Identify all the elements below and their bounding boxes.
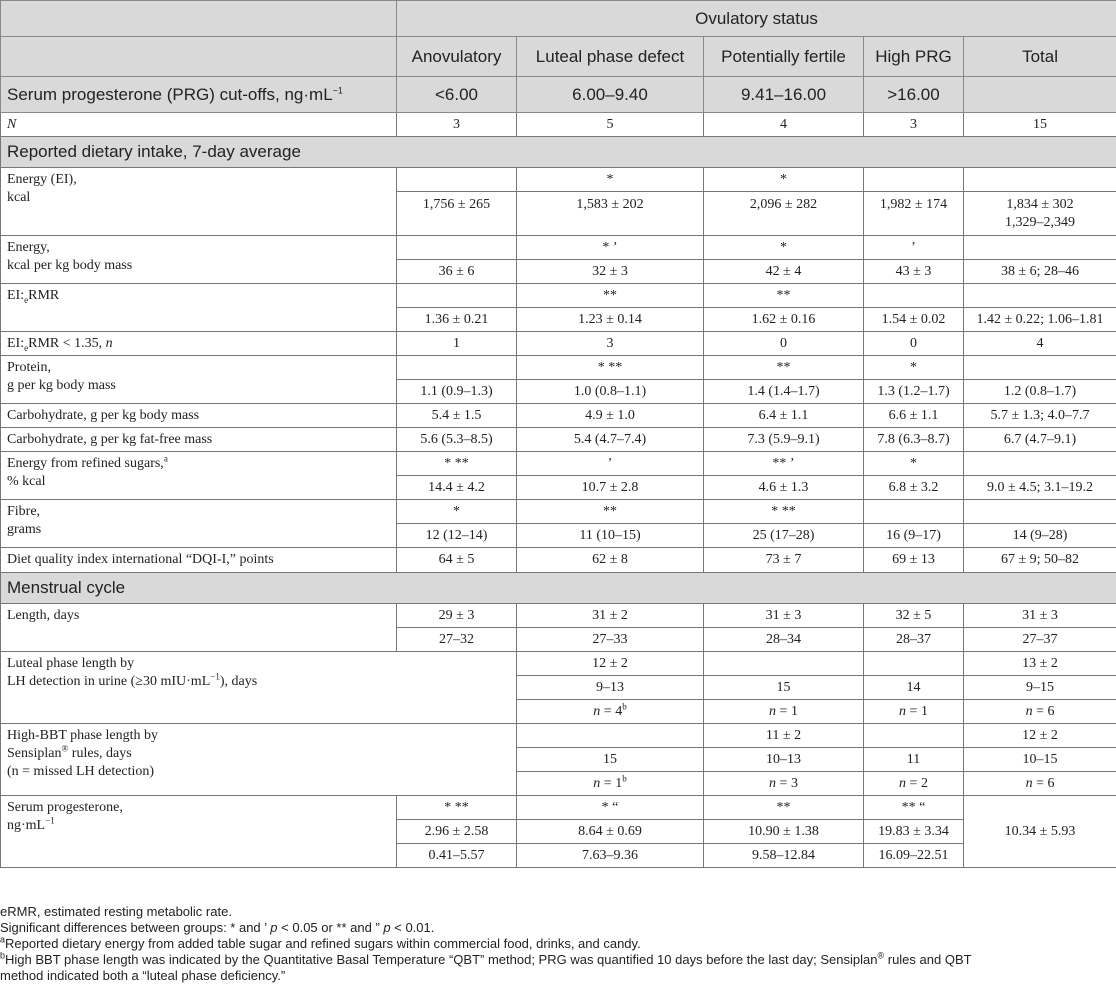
row-label-line: Energy (EI), — [7, 172, 77, 187]
range-cell: 9–15 — [964, 676, 1116, 700]
value-cell: 38 ± 6; 28–46 — [964, 260, 1116, 284]
n-cell — [517, 700, 704, 724]
registered-mark: ® — [61, 743, 69, 754]
row-label-line: Energy, — [7, 240, 50, 255]
value-cell: 11 (10–15) — [517, 524, 704, 548]
sig-marker — [864, 168, 964, 192]
n-symbol: n — [593, 703, 601, 719]
range-cell: 14 — [864, 676, 964, 700]
range-cell: 16.09–22.51 — [864, 844, 964, 868]
row-label-line: (n = missed LH detection) — [7, 764, 155, 779]
footnote-b-continued: method indicated both a “luteal phase deficiency.” — [0, 968, 286, 983]
footnote-marker: b — [0, 950, 6, 961]
sig-marker: * — [397, 500, 517, 524]
sig-marker — [397, 284, 517, 308]
sig-marker: * ’ — [517, 236, 704, 260]
value-cell: 1.62 ± 0.16 — [704, 308, 864, 332]
value-cell: 16 (9–17) — [864, 524, 964, 548]
sig-marker: ** — [517, 284, 704, 308]
value-cell: 32 ± 3 — [517, 260, 704, 284]
range-cell: 9–13 — [517, 676, 704, 700]
value-cell: 13 ± 2 — [964, 652, 1116, 676]
value-cell: 5.4 ± 1.5 — [397, 404, 517, 428]
section-header-menstrual: Menstrual cycle — [1, 573, 1116, 604]
row-label-fibre — [1, 500, 397, 548]
n-separator: = — [600, 775, 616, 791]
sig-marker — [964, 356, 1116, 380]
sig-marker: ’ — [864, 236, 964, 260]
label-n: n — [105, 335, 113, 351]
row-label-protein — [1, 356, 397, 404]
n-count: 1 — [920, 703, 928, 719]
value-cell: 12 (12–14) — [397, 524, 517, 548]
value-cell: 64 ± 5 — [397, 548, 517, 573]
sig-marker — [964, 452, 1116, 476]
cutoff-value: >16.00 — [864, 77, 964, 113]
footnote-ermr: eRMR, estimated resting metabolic rate. — [0, 904, 232, 919]
sig-marker: ** — [704, 356, 864, 380]
value-cell: 10.90 ± 1.38 — [704, 820, 864, 844]
range-cell: 28–37 — [864, 628, 964, 652]
n-symbol: n — [769, 703, 777, 719]
value-cell: 43 ± 3 — [864, 260, 964, 284]
value-cell: 7.8 (6.3–8.7) — [864, 428, 964, 452]
n-count: 6 — [1047, 775, 1055, 791]
value-cell: 5.4 (4.7–7.4) — [517, 428, 704, 452]
row-label-line: High-BBT phase length by — [7, 728, 159, 743]
note-part: Reported dietary energy from added table sugar and refined sugars within commercial food, drinks, and candy. — [5, 936, 641, 951]
range-cell: 27–33 — [517, 628, 704, 652]
row-label-line: Protein, — [7, 360, 51, 375]
label-part: Sensiplan — [7, 746, 62, 761]
row-label-line: grams — [7, 522, 42, 537]
n-cell — [964, 772, 1116, 796]
value-cell: 0 — [864, 332, 964, 356]
note-part: < 0.01. — [390, 920, 435, 935]
value-cell: 4.6 ± 1.3 — [704, 476, 864, 500]
row-label-line — [7, 455, 390, 473]
sig-marker: * — [517, 168, 704, 192]
value-cell: 11 ± 2 — [704, 724, 864, 748]
row-label-serum-progesterone — [1, 796, 397, 868]
n-cell — [704, 772, 864, 796]
row-label-line: % kcal — [7, 474, 46, 489]
sig-marker: * ** — [397, 796, 517, 820]
n-value: 15 — [964, 113, 1116, 137]
value-cell: 6.7 (4.7–9.1) — [964, 428, 1116, 452]
sig-marker — [964, 500, 1116, 524]
n-symbol: n — [593, 775, 601, 791]
value-cell: 14.4 ± 4.2 — [397, 476, 517, 500]
n-value: 5 — [517, 113, 704, 137]
sig-marker: * ** — [397, 452, 517, 476]
value-cell: 1.4 (1.4–1.7) — [704, 380, 864, 404]
group-header: Total — [964, 37, 1116, 77]
sig-marker — [397, 168, 517, 192]
value-cell: 32 ± 5 — [864, 604, 964, 628]
value-cell: 1.0 (0.8–1.1) — [517, 380, 704, 404]
value-cell: 1,756 ± 265 — [397, 192, 517, 236]
value-cell: 0 — [704, 332, 864, 356]
note-part: Significant differences between groups: * and ’ — [0, 920, 271, 935]
value-cell: 9.0 ± 4.5; 3.1–19.2 — [964, 476, 1116, 500]
value-cell: 42 ± 4 — [704, 260, 864, 284]
n-cell — [964, 700, 1116, 724]
n-separator: = — [906, 703, 921, 719]
range-cell: 27–37 — [964, 628, 1116, 652]
label-part: EI: — [7, 335, 25, 351]
row-label-line: kcal per kg body mass — [7, 258, 133, 273]
label-exponent: −1 — [45, 815, 55, 826]
row-label-line: kcal — [7, 190, 31, 205]
sig-marker: ’ — [517, 452, 704, 476]
row-label-line — [7, 745, 510, 763]
label-part: rules, days — [68, 746, 132, 761]
sig-marker — [864, 500, 964, 524]
label-part: RMR < 1.35, — [28, 335, 106, 351]
sig-marker: * ** — [517, 356, 704, 380]
row-label-line — [7, 673, 510, 691]
range-cell: 10–13 — [704, 748, 864, 772]
group-header: High PRG — [864, 37, 964, 77]
registered-mark: ® — [877, 950, 885, 961]
sig-marker: * “ — [517, 796, 704, 820]
group-header: Luteal phase defect — [517, 37, 704, 77]
row-label-carb-body-mass: Carbohydrate, g per kg body mass — [1, 404, 397, 428]
row-label-line: Serum progesterone, — [7, 800, 123, 815]
n-symbol: n — [769, 775, 777, 791]
sig-marker — [964, 168, 1116, 192]
label-exponent: −1 — [210, 671, 220, 682]
value-cell: 31 ± 2 — [517, 604, 704, 628]
value-cell: 12 ± 2 — [964, 724, 1116, 748]
value-cell: 6.4 ± 1.1 — [704, 404, 864, 428]
cutoff-value: <6.00 — [397, 77, 517, 113]
cutoff-value: 6.00–9.40 — [517, 77, 704, 113]
value-cell: 31 ± 3 — [704, 604, 864, 628]
value-cell: 5.6 (5.3–8.5) — [397, 428, 517, 452]
n-count: 2 — [920, 775, 928, 791]
row-label-line — [7, 817, 390, 835]
value-cell: 2.96 ± 2.58 — [397, 820, 517, 844]
row-label-line: Fibre, — [7, 504, 41, 519]
value-cell — [864, 724, 964, 748]
sig-marker: * — [864, 356, 964, 380]
value-cell: 1,982 ± 174 — [864, 192, 964, 236]
value-cell: 12 ± 2 — [517, 652, 704, 676]
value-cell: 73 ± 7 — [704, 548, 864, 573]
row-label-energy-per-kg — [1, 236, 397, 284]
value-cell: 6.8 ± 3.2 — [864, 476, 964, 500]
row-label-luteal-phase — [1, 652, 517, 724]
range-cell: 27–32 — [397, 628, 517, 652]
sig-marker: ** — [704, 796, 864, 820]
n-separator: = — [1032, 703, 1048, 719]
n-symbol: n — [899, 775, 907, 791]
sig-marker: * — [864, 452, 964, 476]
n-symbol: n — [1025, 703, 1033, 719]
row-label-carb-ffm: Carbohydrate, g per kg fat-free mass — [1, 428, 397, 452]
n-value: 4 — [704, 113, 864, 137]
range-cell: 11 — [864, 748, 964, 772]
footnote-marker: b — [622, 772, 627, 783]
range-cell: 9.58–12.84 — [704, 844, 864, 868]
value-cell: 1.2 (0.8–1.7) — [964, 380, 1116, 404]
row-label-line: g per kg body mass — [7, 378, 116, 393]
label-subscript: e — [24, 342, 29, 353]
value-cell: 10.7 ± 2.8 — [517, 476, 704, 500]
sig-marker: ** — [704, 284, 864, 308]
label-subscript: e — [24, 294, 29, 305]
n-value: 3 — [864, 113, 964, 137]
n-separator: = — [1032, 775, 1048, 791]
n-count: 1 — [615, 775, 623, 791]
n-label: N — [1, 113, 397, 137]
sig-marker — [397, 356, 517, 380]
sig-marker: * ** — [704, 500, 864, 524]
value-cell: 69 ± 13 — [864, 548, 964, 573]
note-part: < 0.05 or ** and ” — [277, 920, 384, 935]
cutoff-value: 9.41–16.00 — [704, 77, 864, 113]
header-blank-cell — [1, 37, 397, 77]
value-cell: 6.6 ± 1.1 — [864, 404, 964, 428]
n-value: 3 — [397, 113, 517, 137]
footnote-a — [0, 936, 1110, 952]
row-label-line: Luteal phase length by — [7, 656, 135, 671]
value-cell: 14 (9–28) — [964, 524, 1116, 548]
total-mean: 1,834 ± 302 — [1006, 197, 1074, 212]
value-cell-total: 10.34 ± 5.93 — [964, 796, 1116, 868]
row-label-high-bbt — [1, 724, 517, 796]
sig-marker — [964, 284, 1116, 308]
row-label-refined-sugars — [1, 452, 397, 500]
n-separator: = — [906, 775, 921, 791]
label-part: RMR — [28, 288, 60, 303]
value-cell — [864, 652, 964, 676]
n-symbol: n — [899, 703, 907, 719]
range-cell: 0.41–5.57 — [397, 844, 517, 868]
n-cell — [704, 700, 864, 724]
label-part: Energy from refined sugars, — [7, 456, 164, 471]
group-header: Anovulatory — [397, 37, 517, 77]
value-cell: 2,096 ± 282 — [704, 192, 864, 236]
range-cell: 7.63–9.36 — [517, 844, 704, 868]
total-range: 1,329–2,349 — [1005, 215, 1076, 230]
value-cell: 8.64 ± 0.69 — [517, 820, 704, 844]
n-cell — [517, 772, 704, 796]
sig-marker: * — [704, 168, 864, 192]
value-cell: 19.83 ± 3.34 — [864, 820, 964, 844]
value-cell: 1.23 ± 0.14 — [517, 308, 704, 332]
label-part: EI: — [7, 288, 25, 303]
value-cell — [517, 724, 704, 748]
row-label-length: Length, days — [1, 604, 397, 652]
cutoff-label — [1, 77, 397, 113]
range-cell: 28–34 — [704, 628, 864, 652]
cutoff-label-text: Serum progesterone (PRG) cut-offs, ng·mL — [7, 84, 333, 104]
value-cell — [964, 192, 1116, 236]
value-cell: 4 — [964, 332, 1116, 356]
n-symbol: n — [1025, 775, 1033, 791]
sig-marker — [397, 236, 517, 260]
value-cell: 25 (17–28) — [704, 524, 864, 548]
footnote-significance — [0, 920, 1110, 936]
value-cell — [704, 652, 864, 676]
row-label-ei-ermr — [1, 284, 397, 332]
value-cell: 62 ± 8 — [517, 548, 704, 573]
note-part: rules and QBT — [884, 952, 972, 967]
value-cell: 1.1 (0.9–1.3) — [397, 380, 517, 404]
range-cell: 15 — [704, 676, 864, 700]
range-cell: 10–15 — [964, 748, 1116, 772]
cutoff-value — [964, 77, 1116, 113]
header-blank-cell — [1, 1, 397, 37]
note-p: p — [270, 920, 278, 935]
sig-marker: ** “ — [864, 796, 964, 820]
section-header-diet: Reported dietary intake, 7-day average — [1, 137, 1116, 168]
n-separator: = — [776, 775, 791, 791]
value-cell: 1.54 ± 0.02 — [864, 308, 964, 332]
footnote-b — [0, 952, 1110, 968]
n-cell — [864, 700, 964, 724]
value-cell: 1,583 ± 202 — [517, 192, 704, 236]
sig-marker — [964, 236, 1116, 260]
sig-marker — [864, 284, 964, 308]
n-separator: = — [600, 703, 616, 719]
value-cell: 31 ± 3 — [964, 604, 1116, 628]
n-count: 4 — [615, 703, 623, 719]
value-cell: 1 — [397, 332, 517, 356]
value-cell: 29 ± 3 — [397, 604, 517, 628]
n-count: 6 — [1047, 703, 1055, 719]
value-cell: 4.9 ± 1.0 — [517, 404, 704, 428]
sig-marker: * — [704, 236, 864, 260]
group-header: Potentially fertile — [704, 37, 864, 77]
sig-marker: ** ’ — [704, 452, 864, 476]
cutoff-label-exponent: −1 — [332, 84, 343, 95]
n-count: 3 — [790, 775, 798, 791]
value-cell: 1.3 (1.2–1.7) — [864, 380, 964, 404]
footnote-marker: a — [0, 934, 6, 945]
sig-marker: ** — [517, 500, 704, 524]
value-cell: 1.42 ± 0.22; 1.06–1.81 — [964, 308, 1116, 332]
table-footnotes — [0, 904, 1110, 984]
value-cell: 36 ± 6 — [397, 260, 517, 284]
value-cell: 67 ± 9; 50–82 — [964, 548, 1116, 573]
footnote-marker: b — [622, 700, 627, 711]
footnote-marker: a — [163, 453, 168, 464]
value-cell: 1.36 ± 0.21 — [397, 308, 517, 332]
note-p: p — [383, 920, 391, 935]
note-part: High BBT phase length was indicated by the Quantitative Basal Temperature “QBT” method; PRG was quantified 10 days before the last day; Sensiplan — [5, 952, 878, 967]
row-label-energy — [1, 168, 397, 236]
row-label-dqi: Diet quality index international “DQI-I,” points — [1, 548, 397, 573]
value-cell: 3 — [517, 332, 704, 356]
ovulatory-status-header: Ovulatory status — [397, 1, 1116, 37]
label-part: LH detection in urine (≥30 mIU·mL — [7, 674, 211, 689]
value-cell: 5.7 ± 1.3; 4.0–7.7 — [964, 404, 1116, 428]
n-cell — [864, 772, 964, 796]
range-cell: 15 — [517, 748, 704, 772]
n-separator: = — [776, 703, 791, 719]
n-count: 1 — [790, 703, 798, 719]
label-part: ), days — [219, 674, 258, 689]
label-part: ng·mL — [7, 818, 46, 833]
value-cell: 7.3 (5.9–9.1) — [704, 428, 864, 452]
row-label-ei-ermr-low — [1, 332, 397, 356]
